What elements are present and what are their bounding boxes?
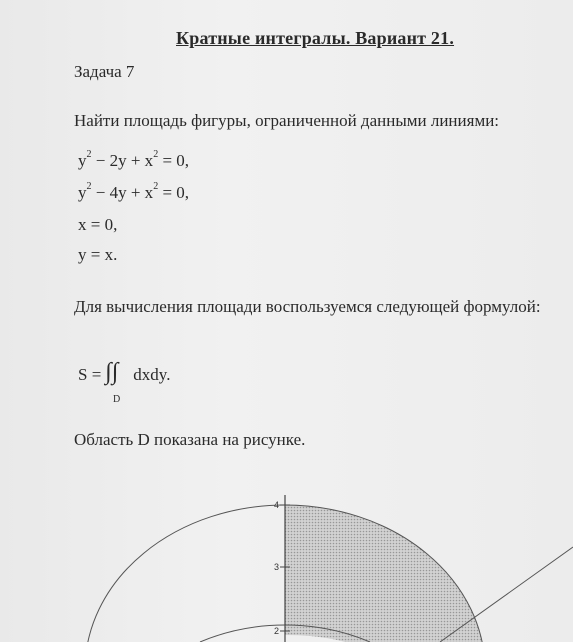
eq2-term-mid: − 4y + x (95, 183, 154, 202)
tick-label-2: 2 (274, 626, 280, 636)
eq1-exp-y: 2 (86, 149, 92, 161)
problem-statement: Найти площадь фигуры, ограниченной данными линиями: (74, 111, 500, 130)
tick-label-3: 3 (274, 562, 280, 572)
task-label: Задача 7 (74, 62, 135, 81)
eq1-term-y: y (78, 151, 87, 170)
equation-2 (78, 183, 189, 203)
eq2-exp-x: 2 (153, 181, 159, 193)
eq1-exp-x: 2 (153, 149, 159, 161)
eq2-term-end: = 0, (158, 183, 190, 202)
page-title: Кратные интегралы. Вариант 21. (176, 28, 455, 48)
formula-integrand: dxdy. (133, 365, 171, 384)
region-description: Область D показана на рисунке. (74, 430, 306, 449)
integral-subscript: D (113, 394, 121, 405)
formula-intro: Для вычисления площади воспользуемся следующей формулой: (74, 297, 541, 316)
eq2-exp-y: 2 (86, 181, 92, 193)
eq2-term-y: y (78, 183, 87, 202)
equation-4: y = x. (78, 245, 118, 264)
integral-glyph: ∫∫ (105, 359, 119, 385)
tick-label-4: 4 (274, 500, 280, 510)
eq1-term-end: = 0, (158, 151, 190, 170)
double-integral-symbol (105, 359, 131, 395)
area-formula (78, 359, 171, 395)
region-figure (80, 485, 573, 642)
shaded-region (285, 505, 500, 642)
formula-lhs: S = (78, 365, 102, 384)
eq1-term-mid: − 2y + x (95, 151, 154, 170)
equation-1 (78, 151, 189, 171)
equation-3: x = 0, (78, 215, 118, 234)
